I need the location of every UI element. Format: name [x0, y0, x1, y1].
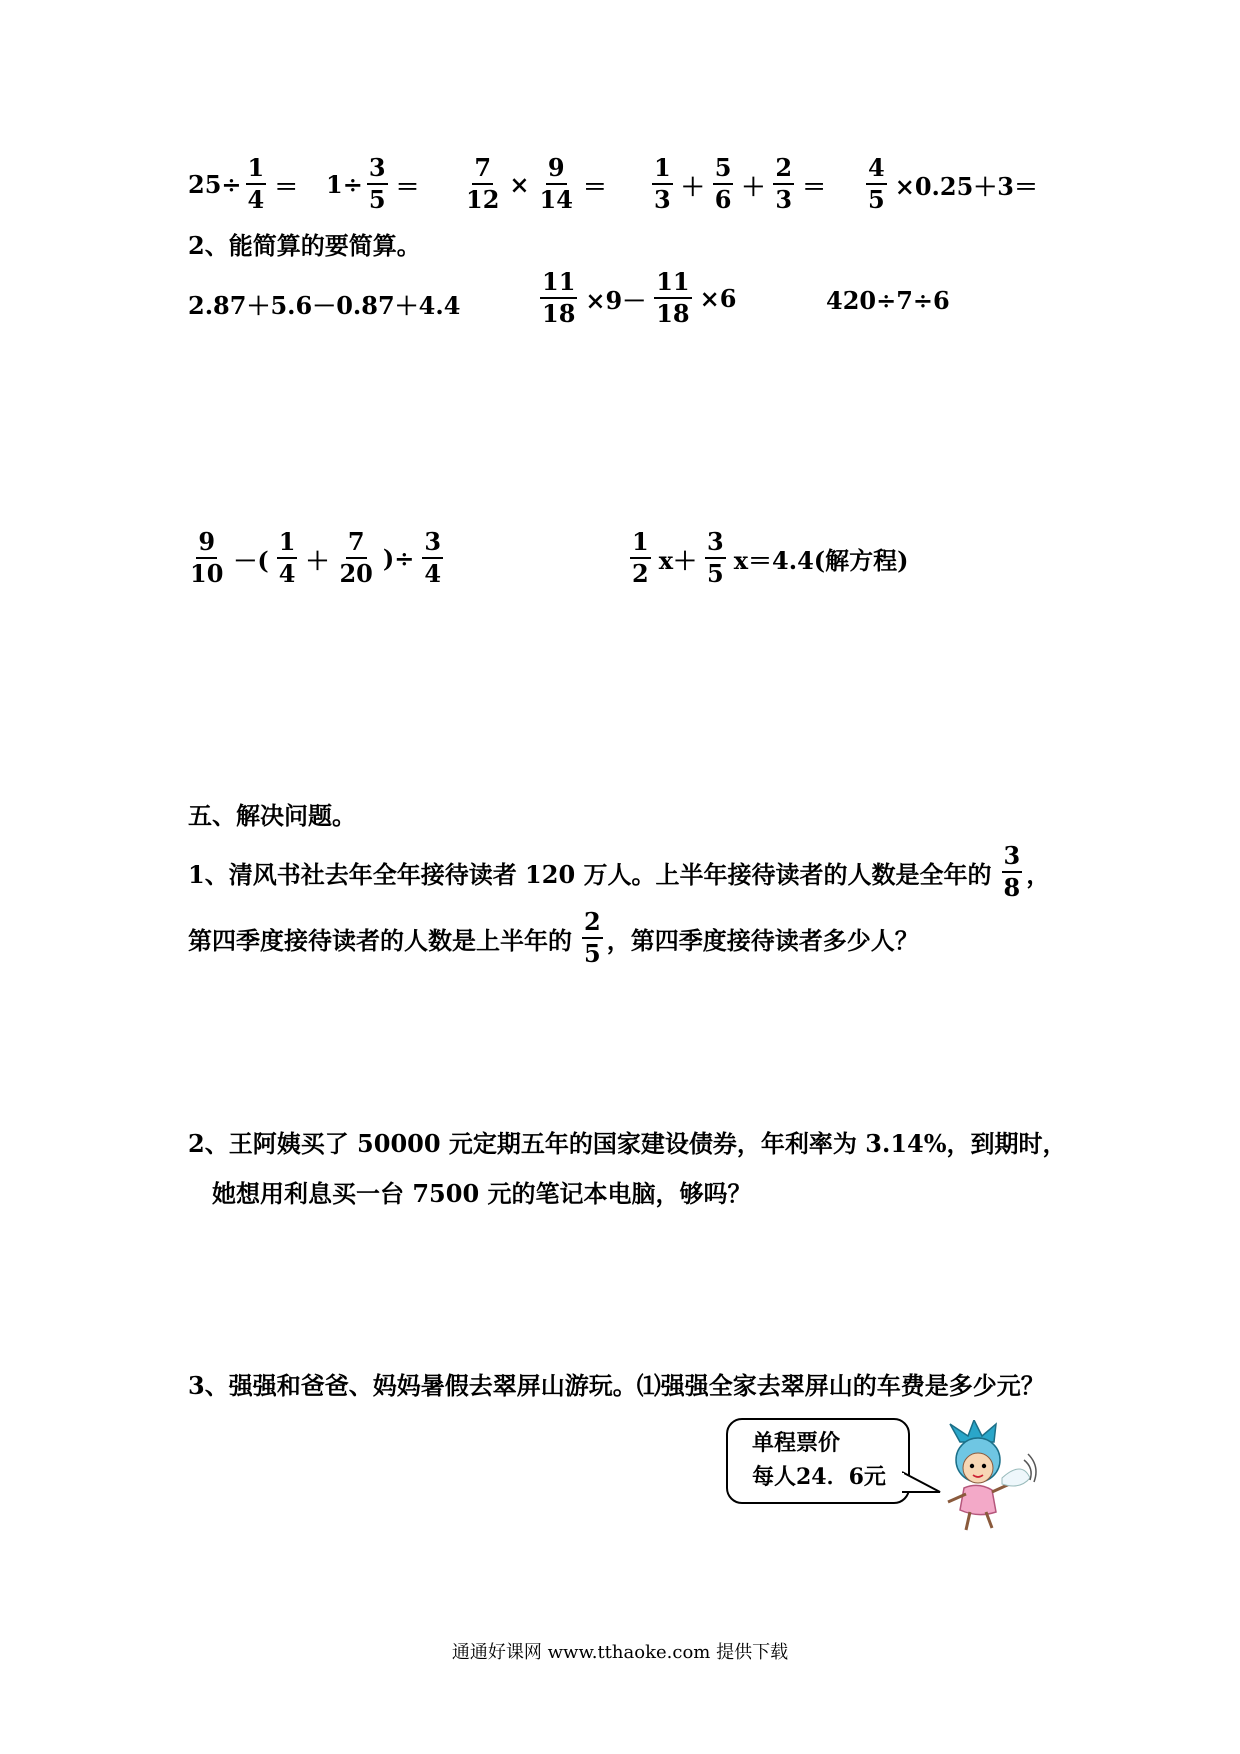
- fraction: $\frac{1}{4}$: [247, 153, 265, 214]
- cartoon-girl-icon: [930, 1420, 1040, 1540]
- problem-2-1: 2.87＋5.6－0.87＋4.4: [188, 291, 461, 320]
- question-2-line-1: 2、王阿姨买了 50000 元定期五年的国家建设债券，年利率为 3.14%，到期时，: [188, 1129, 1067, 1158]
- expr-2: 1 ÷ $\frac{3}{5}$ ＝: [326, 153, 420, 214]
- section-2-title: 2、能简算的要简算。: [188, 231, 421, 260]
- speech-bubble: [726, 1418, 910, 1504]
- fraction: $\frac{7}{20}$: [339, 527, 373, 588]
- question-1-line-1: 1、清风书社去年全年接待读者 120 万人。上半年接待读者的人数是全年的 $\frac{3}{8}$ ，: [188, 841, 1051, 902]
- expr-3: $\frac{7}{12}$ × $\frac{9}{14}$ ＝: [466, 153, 607, 214]
- fraction: $\frac{1}{3}$: [654, 153, 671, 214]
- fraction: $\frac{7}{12}$: [466, 153, 500, 214]
- footer-text: 通通好课网 www.tthaoke.com 提供下载: [451, 1642, 789, 1663]
- problem-2-2: $\frac{11}{18}$ ×9－ $\frac{11}{18}$ ×6: [542, 267, 737, 328]
- expr-5: $\frac{4}{5}$ ×0.25＋3＝: [868, 153, 1038, 214]
- question-2-line-2: 她想用利息买一台 7500 元的笔记本电脑，够吗？: [212, 1179, 752, 1208]
- section-5-title: 五、解决问题。: [188, 801, 356, 830]
- expr-1: 25 ÷ $\frac{1}{4}$ ＝: [188, 153, 299, 214]
- question-1-line-2: 第四季度接待读者的人数是上半年的 $\frac{2}{5}$ ，第四季度接待读者多少人？: [188, 907, 919, 968]
- fraction: $\frac{3}{5}$: [707, 527, 724, 588]
- fraction: $\frac{2}{5}$: [584, 907, 601, 968]
- expr-4: $\frac{1}{3}$ ＋ $\frac{5}{6}$ ＋ $\frac{2}{3}$ ＝: [654, 153, 827, 214]
- bubble-line-2: 每人24．6元: [752, 1464, 886, 1490]
- fraction: $\frac{1}{4}$: [278, 527, 296, 588]
- problem-2-4: $\frac{9}{10}$ －( $\frac{1}{4}$ ＋ $\frac{7}{20}$ )÷ $\frac{3}{4}$: [190, 527, 442, 588]
- fraction: $\frac{1}{2}$: [632, 527, 649, 588]
- calc-row-1: [188, 153, 302, 214]
- fraction: $\frac{5}{6}$: [714, 153, 732, 214]
- bubble-line-1: 单程票价: [752, 1430, 841, 1456]
- fraction: $\frac{11}{18}$: [542, 267, 576, 328]
- fraction: $\frac{2}{3}$: [775, 153, 793, 214]
- fraction: $\frac{9}{10}$: [190, 527, 224, 588]
- fraction: $\frac{9}{14}$: [539, 153, 573, 214]
- question-3-line-1: 3、强强和爸爸、妈妈暑假去翠屏山游玩。⑴强强全家去翠屏山的车费是多少元？: [188, 1371, 1045, 1400]
- fraction: $\frac{3}{8}$: [1003, 841, 1021, 902]
- fraction: $\frac{3}{5}$: [368, 153, 386, 214]
- problem-2-3: 420÷7÷6: [826, 286, 950, 315]
- fraction: $\frac{4}{5}$: [868, 153, 885, 214]
- problem-2-5-equation: $\frac{1}{2}$ x＋ $\frac{3}{5}$ x＝4.4(解方程): [632, 527, 909, 588]
- fraction: $\frac{3}{4}$: [424, 527, 442, 588]
- fraction: $\frac{11}{18}$: [656, 267, 690, 328]
